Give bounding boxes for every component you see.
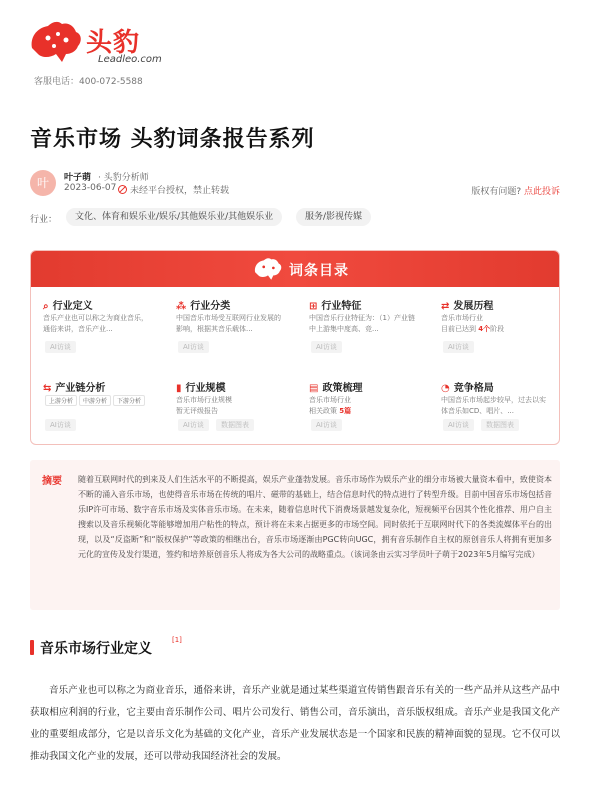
industry-label: 行业：: [30, 215, 58, 225]
data-chart-chip[interactable]: 数据图表: [216, 419, 254, 431]
toc-header: [31, 251, 559, 287]
stage-count: 4个: [478, 325, 491, 333]
report-link[interactable]: 点此投诉: [523, 187, 560, 197]
policy-icon: ▤: [309, 383, 319, 394]
toc-item-desc: 音乐产业也可以称之为商业音乐，通俗来讲，音乐产业...: [43, 314, 148, 333]
toc-item-title: 产业链分析: [55, 383, 106, 394]
toc-item-title: 竞争格局: [453, 383, 494, 394]
chain-icon: ⇆: [43, 383, 52, 394]
toc-title: 词条目录: [289, 263, 349, 279]
definition-icon: ⌕: [43, 301, 49, 312]
toc-item-desc: 中国音乐市场受互联网行业发展的影响，根据其音乐载体...: [176, 314, 281, 333]
copyright-question: [471, 184, 560, 197]
reference-link[interactable]: [1]: [172, 636, 182, 644]
toc-item-desc-line: 目前已达到: [441, 325, 479, 333]
history-icon: ⇄: [441, 301, 450, 312]
avatar[interactable]: 叶: [30, 170, 56, 196]
industry-tag[interactable]: 服务/影视传媒: [296, 208, 371, 226]
brand-name: 头豹: [86, 28, 141, 58]
customer-service-hotline: 客服电话：400-072-5588: [34, 77, 143, 87]
ai-interview-chip[interactable]: AI访谈: [311, 341, 342, 353]
toc-item-desc-line: 音乐市场行业规模: [176, 396, 232, 404]
toc-item-title: 发展历程: [453, 301, 494, 312]
brand-domain: Leadleo.com: [98, 54, 162, 65]
competition-icon: ◔: [441, 383, 450, 394]
toc-item-title: 行业规模: [185, 383, 226, 394]
prohibited-icon: [118, 185, 127, 194]
abstract-label: 摘要: [42, 476, 62, 487]
toc-item-title: 行业分类: [190, 301, 231, 312]
toc-item-desc: [309, 395, 419, 417]
page-title: 音乐市场 头豹词条报告系列: [30, 127, 315, 152]
toc-item-desc-line: 阶段: [490, 325, 505, 333]
section-accent-bar: [30, 640, 34, 655]
copyright-question-text: 版权有问题?: [471, 187, 522, 197]
ai-interview-chip[interactable]: AI访谈: [443, 419, 474, 431]
abstract-box: [30, 460, 560, 610]
leadleo-logo[interactable]: [28, 18, 168, 70]
toc-item-desc-line: 音乐市场行业: [441, 314, 483, 322]
ai-interview-chip[interactable]: AI访谈: [443, 341, 474, 353]
scale-icon: ▮: [176, 383, 182, 394]
ai-interview-chip[interactable]: AI访谈: [178, 341, 209, 353]
abstract-text: 随着互联网时代的到来及人们生活水平的不断提高，娱乐产业蓬勃发展。音乐市场作为娱乐产业的细分市场被大量资本看中，致使资本不断的涌入音乐市场，也使得音乐市场在传统的唱片、磁带的基础上，结合信息时代的特点进行了转型升级。目前中国音乐市场包括音乐IP许可市场、数字音乐市场及实体音乐市场。在未来，随着信息时代下消费场景越发复杂化，短视频平台因其个性化推荐、用户自主搜索以及音乐视频化等能够增加用户粘性的特点，预计将在未来占据更多的市场空间。同时依托于互联网时代下的各类流媒体平台的出现，以及“反盗断”和“版权保护”等政策的相继出台，音乐市场逐渐由PGC转向UGC，拥有音乐制作自主权的原创音乐人将拥有更加多元化的宣传及发行渠道，签约和培养原创音乐人将成为各大公司的战略重点。（该词条由云实习学员叶子萌于2023年5月编写完成）: [78, 475, 552, 559]
toc-item-title: 行业特征: [321, 301, 362, 312]
publish-date: 2023-06-07: [64, 183, 117, 193]
toc-item-desc-line: 相关政策: [309, 407, 340, 415]
feature-icon: ⊞: [309, 301, 318, 312]
upstream-chip[interactable]: 上游分析: [45, 395, 77, 406]
toc-item-title: 行业定义: [52, 301, 93, 312]
section-title: 音乐市场行业定义: [40, 641, 152, 657]
reprint-notice-text: 未经平台授权，禁止转载: [130, 186, 230, 196]
toc-item-desc: 中国音乐市场起步较早，过去以实体音乐如CD、唱片、...: [441, 396, 546, 415]
toc-item-desc: [441, 313, 551, 335]
toc-item-desc: [176, 395, 286, 417]
industry-tag[interactable]: 文化、体育和娱乐业/娱乐/其他娱乐业/其他娱乐业: [66, 208, 282, 226]
toc-item-desc-line: 音乐市场行业: [309, 396, 351, 404]
downstream-chip[interactable]: 下游分析: [113, 395, 145, 406]
ai-interview-chip[interactable]: AI访谈: [45, 341, 76, 353]
ai-interview-chip[interactable]: AI访谈: [311, 419, 342, 431]
toc-card: [30, 250, 560, 445]
author-name[interactable]: 叶子萌: [64, 173, 92, 183]
classification-icon: ⁂: [176, 301, 187, 312]
ai-interview-chip[interactable]: AI访谈: [178, 419, 209, 431]
policy-count: 5篇: [339, 407, 352, 415]
author-title: · 头豹分析师: [98, 173, 149, 183]
author-info: [30, 168, 570, 202]
toc-item-title: 政策梳理: [322, 383, 363, 394]
section-body: 音乐产业也可以称之为商业音乐，通俗来讲，音乐产业就是通过某些渠道宣传销售跟音乐有关的一些产品并从这些产品中获取相应利润的行业，它主要由音乐制作公司、唱片公司发行、销售公司，音乐演出，音乐版权组成。音乐产业是我国文化产业的重要组成部分，它是以音乐文化为基础的文化产业，音乐产业发展状态是一个国家和民族的精神面貌的显现。它不仅可以推动我国文化产业的发展，还可以带动我国经济社会的发展。: [30, 685, 560, 762]
leopard-logo-icon: [28, 18, 84, 66]
ai-interview-chip[interactable]: AI访谈: [45, 419, 76, 431]
midstream-chip[interactable]: 中游分析: [79, 395, 111, 406]
toc-item-desc-line: 暂无评级报告: [176, 407, 218, 415]
toc-item-desc: 中国音乐行业特征为：（1）产业链中上游集中度高、竞...: [309, 314, 415, 333]
leopard-icon: [253, 256, 283, 282]
data-chart-chip[interactable]: 数据图表: [481, 419, 519, 431]
reprint-notice: [118, 183, 229, 196]
